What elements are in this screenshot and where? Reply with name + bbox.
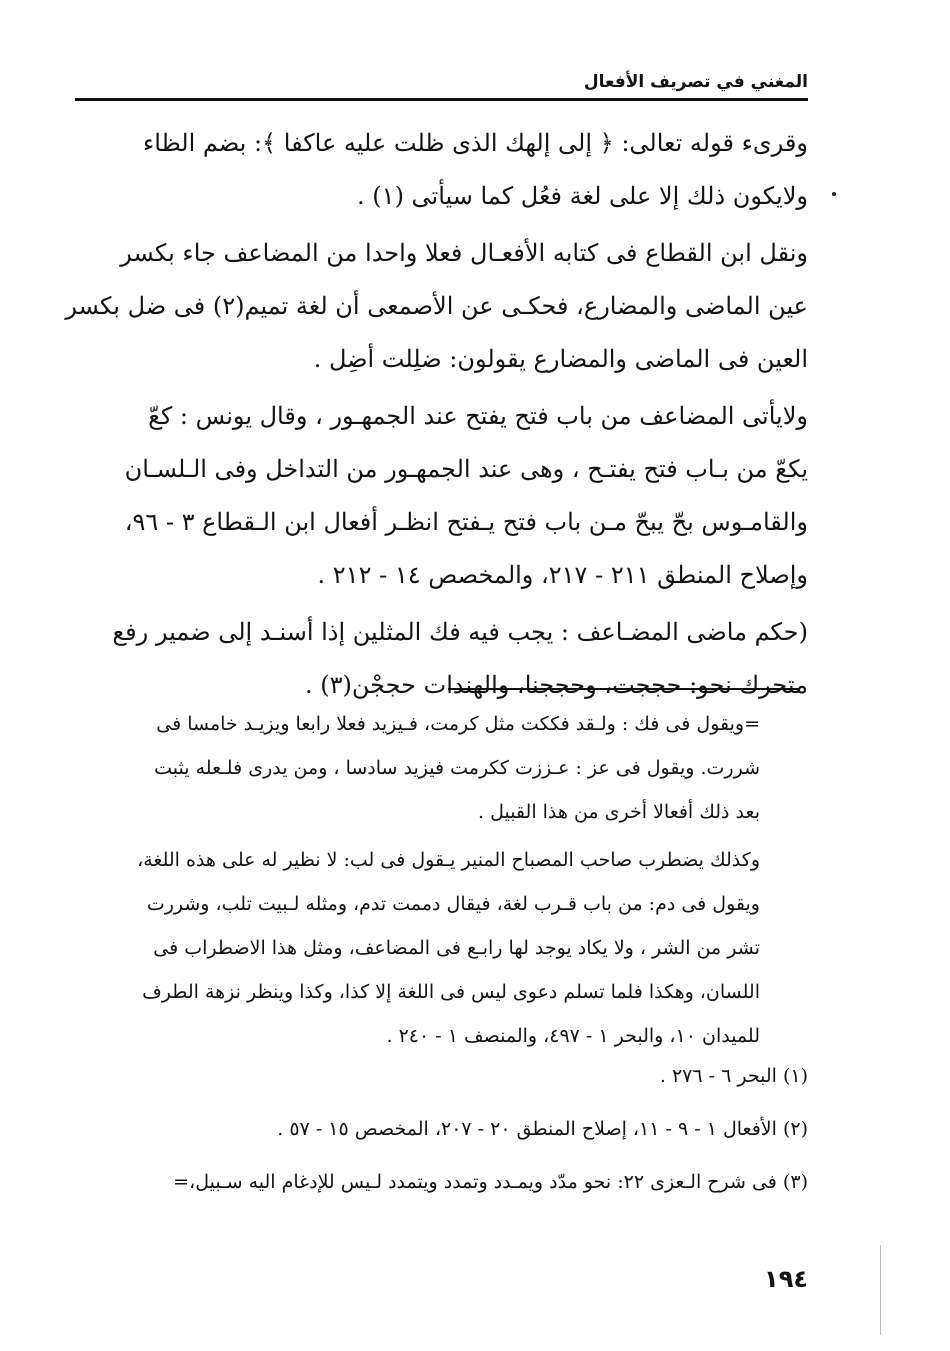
footnote-3: (٣) فى شرح الـعزى ٢٢: نحو مدّد ويمـدد وتمدد ويتمدد لـيس للإدغام اليه سـبيل،=	[173, 1171, 808, 1193]
text-line: ولايأتى المضاعف من باب فتح يفتح عند الجمهـور ، وقال يونس : كعّ	[148, 402, 808, 430]
text-line: يكعّ من بـاب فتح يفتـح ، وهى عند الجمهـور من التداخل وفى الـلسـان	[124, 455, 808, 483]
footnote-line: =ويقول فى فك : ولـقد فككت مثل كرمت، فـيزيد فعلا رابعا ويزيـد خامسا فى	[156, 713, 760, 735]
running-title: المغني في تصريف الأفعال	[583, 72, 808, 92]
margin-dot	[832, 192, 836, 196]
footnote-line: تشر من الشر ، ولا يكاد يوجد لها رابـع فى المضاعف، ومثل هذا الاضطراب فى	[153, 937, 760, 959]
footnote-line: وكذلك يضطرب صاحب المصباح المنير يـقول فى لب: لا نظير له على هذه اللغة،	[137, 849, 760, 871]
text-line: (حكم ماضى المضـاعف : يجب فيه فك المثلين إذا أسنـد إلى ضمير رفع	[112, 618, 808, 646]
text-line: ولايكون ذلك إلا على لغة فعُل كما سيأتى (١) .	[357, 182, 808, 210]
footnote-line: ويقول فى دم: من باب قـرب لغة، فيقال دممت تدم، ومثله لـبيت تلب، وشررت	[146, 893, 760, 915]
text-line: متحرك نحو: حججت، وحججنا، والهندات حججْن(٣) .	[305, 671, 808, 699]
footnote-2: (٢) الأفعال ١ - ٩ - ١١، إصلاح المنطق ٢٠ - ٢٠٧، المخصص ١٥ - ٥٧ .	[277, 1118, 808, 1140]
numbered-footnotes	[108, 1050, 808, 1209]
footnote-continuation	[70, 702, 760, 1058]
text-line: وقرىء قوله تعالى: ﴿ إلى إلهك الذى ظلت عليه عاكفا ﴾: بضم الظاء	[142, 129, 808, 157]
footnote-1: (١) البحر ٦ - ٢٧٦ .	[659, 1065, 808, 1087]
page-number: ١٩٤	[764, 1265, 808, 1293]
text-line: ونقل ابن القطاع فى كتابه الأفعـال فعلا واحدا من المضاعف جاء بكسر	[120, 239, 808, 267]
text-line: عين الماضى والمضارع، فحكـى عن الأصمعى أن لغة تميم(٢) فى ضل بكسر	[65, 292, 808, 320]
header-rule	[75, 98, 808, 101]
scan-artifact	[880, 1245, 881, 1335]
footnote-rule	[448, 688, 800, 690]
footnote-line: شررت. ويقول فى عز : عـززت ككرمت فيزيد سادسا ، ومن يدرى فلـعله يثبت	[154, 757, 760, 779]
main-text	[65, 117, 808, 712]
footnote-line: للميدان ١٠، والبحر ١ - ٤٩٧، والمنصف ١ - ٢٤٠ .	[386, 1025, 760, 1047]
footnote-line: بعد ذلك أفعالا أخرى من هذا القبيل .	[478, 801, 760, 823]
text-line: العين فى الماضى والمضارع يقولون: ضلِلت أضِل .	[313, 345, 808, 373]
text-line: وإصلاح المنطق ٢١١ - ٢١٧، والمخصص ١٤ - ٢١٢ .	[317, 561, 808, 589]
text-line: والقامـوس بحّ يبحّ مـن باب فتح يـفتح انظـر أفعال ابن الـقطاع ٣ - ٩٦،	[124, 508, 808, 536]
footnote-line: اللسان، وهكذا فلما تسلم دعوى ليس فى اللغة إلا كذا، وكذا وينظر نزهة الطرف	[142, 981, 760, 1003]
